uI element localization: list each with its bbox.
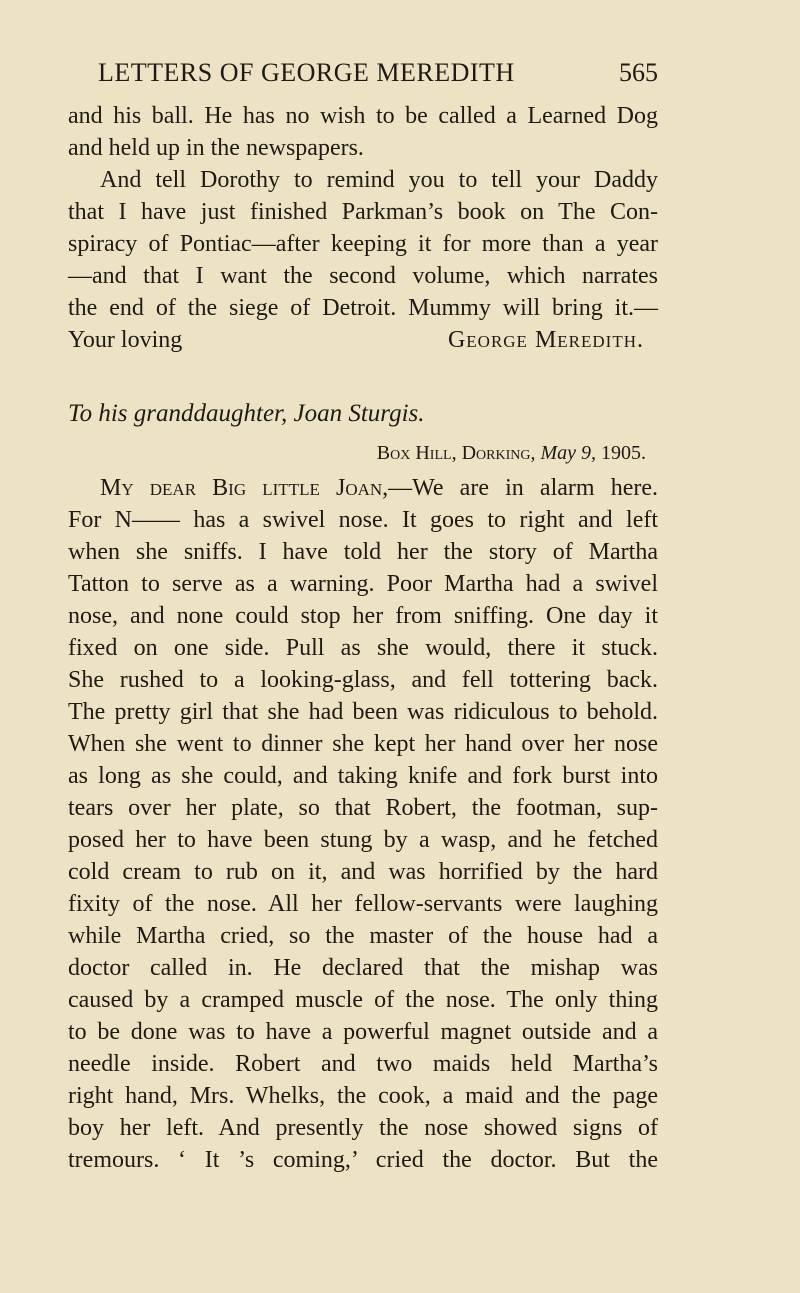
letter-signoff	[68, 324, 658, 356]
year: 1905.	[601, 442, 646, 464]
page-header	[98, 58, 658, 94]
closing: Your loving	[68, 327, 183, 353]
letter-heading: To his granddaughter, Joan Sturgis.	[68, 400, 425, 427]
text-line: tremours. ‘ It ’s coming,’ cried the doctor. But the	[68, 1147, 658, 1173]
text-line: posed her to have been stung by a wasp, and he fetched	[68, 827, 658, 853]
text-line: as long as she could, and taking knife and fork burst into	[68, 763, 658, 789]
body-text	[68, 100, 658, 1176]
text-line: while Martha cried, so the master of the house had a	[68, 923, 658, 949]
salutation-line	[68, 472, 658, 504]
text-line: caused by a cramped muscle of the nose. The only thing	[68, 987, 658, 1013]
text-line: fixity of the nose. All her fellow-servants were laughing	[68, 891, 658, 917]
text-line: Tatton to serve as a warning. Poor Martha had a swivel	[68, 571, 658, 597]
text-line: For N—— has a swivel nose. It goes to right and left	[68, 507, 658, 533]
salutation: My dear Big little Joan,	[100, 475, 389, 501]
text-line: and held up in the newspapers.	[68, 135, 364, 161]
text-line: And tell Dorothy to remind you to tell your Daddy	[100, 167, 658, 193]
text-line: spiracy of Pontiac—after keeping it for more than a year	[68, 231, 658, 257]
text-line: cold cream to rub on it, and was horrified by the hard	[68, 859, 658, 885]
text-line: to be done was to have a powerful magnet outside and a	[68, 1019, 658, 1045]
text-line: tears over her plate, so that Robert, the footman, sup-	[68, 795, 658, 821]
text-line: She rushed to a looking-glass, and fell tottering back.	[68, 667, 658, 693]
text-line: —and that I want the second volume, which narrates	[68, 263, 658, 289]
text-line: doctor called in. He declared that the mishap was	[68, 955, 658, 981]
section-gap	[68, 356, 658, 396]
text-line: boy her left. And presently the nose showed signs of	[68, 1115, 658, 1141]
text-line: nose, and none could stop her from sniffing. One day it	[68, 603, 658, 629]
text-line: the end of the siege of Detroit. Mummy will bring it.—	[68, 295, 658, 321]
text-line: right hand, Mrs. Whelks, the cook, a maid and the page	[68, 1083, 658, 1109]
place: Box Hill, Dorking,	[376, 442, 536, 464]
text-line: and his ball. He has no wish to be called a Learned Dog	[68, 103, 658, 129]
text-line: The pretty girl that she had been was ridiculous to behold.	[68, 699, 658, 725]
running-title: LETTERS OF GEORGE MEREDITH	[98, 58, 515, 87]
signature: George Meredith.	[447, 327, 644, 353]
text-line: fixed on one side. Pull as she would, there it stuck.	[68, 635, 658, 661]
text-line: that I have just finished Parkman’s book on The Con-	[68, 199, 658, 225]
text-line: when she sniffs. I have told her the story of Martha	[68, 539, 658, 565]
date: May 9,	[540, 442, 596, 464]
page-number: 565	[619, 58, 658, 87]
text-line: needle inside. Robert and two maids held Martha’s	[68, 1051, 658, 1077]
salutation-rest: —We are in alarm here.	[388, 475, 658, 501]
dateline	[68, 432, 658, 472]
text-line: When she went to dinner she kept her hand over her nose	[68, 731, 658, 757]
